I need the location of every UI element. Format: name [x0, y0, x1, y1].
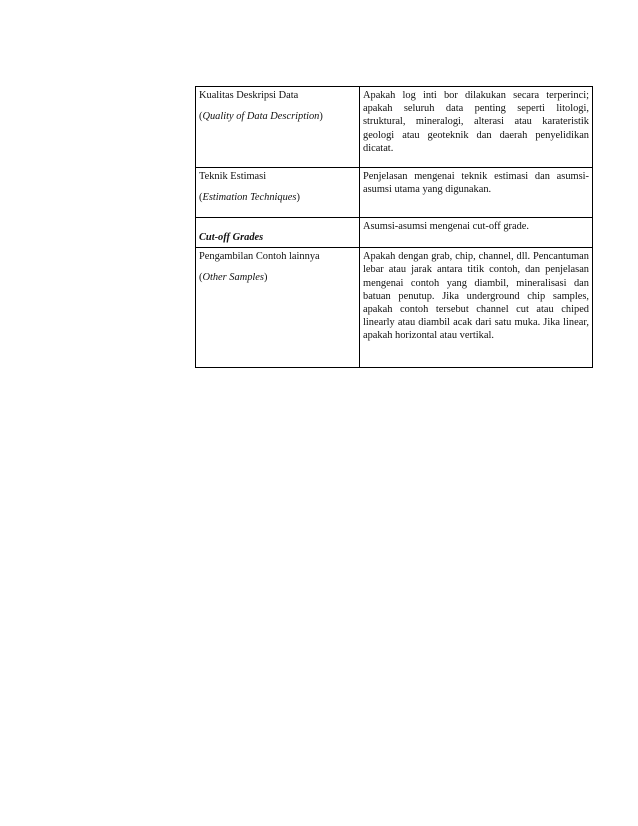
term-english-text: Estimation Techniques [202, 192, 297, 204]
term-english-text: Quality of Data Description [202, 111, 320, 123]
term-label: Cut-off Grades [199, 232, 264, 243]
term-english: (Estimation Techniques) [199, 192, 300, 204]
term-cell [196, 87, 360, 168]
term-label: Teknik Estimasi [199, 171, 267, 182]
description-cell: Apakah dengan grab, chip, channel, dll. Pencantuman lebar atau jarak antara titik contoh, dan penjelasan mengenai contoh yang diambil, mineralisasi dan batuan penutup. Jika underground chip samples, apakah contoh tersebut channel cut atau chiped linearly atau diambil acak dari satu muka. Jika linear, apakah horizontal atau vertikal. [360, 248, 593, 368]
description-cell: Asumsi-asumsi mengenai cut-off grade. [360, 218, 593, 248]
table-row [196, 168, 593, 218]
table-row [196, 248, 593, 368]
table-row [196, 87, 593, 168]
term-cell [196, 168, 360, 218]
description-cell: Apakah log inti bor dilakukan secara terperinci; apakah seluruh data penting seperti litologi, struktural, mineralogi, alterasi atau karateristik geologi atau geoteknik dan daerah penyelidikan dicatat. [360, 87, 593, 168]
term-cell [196, 248, 360, 368]
term-label: Kualitas Deskripsi Data [199, 90, 299, 101]
term-cell [196, 218, 360, 248]
term-english: (Quality of Data Description) [199, 111, 323, 123]
term-english: (Other Samples) [199, 272, 268, 284]
term-english-text: Other Samples [202, 272, 264, 284]
description-cell: Penjelasan mengenai teknik estimasi dan asumsi-asumsi utama yang digunakan. [360, 168, 593, 218]
criteria-table [195, 86, 593, 368]
table-row [196, 218, 593, 248]
term-label: Pengambilan Contoh lainnya [199, 251, 320, 263]
